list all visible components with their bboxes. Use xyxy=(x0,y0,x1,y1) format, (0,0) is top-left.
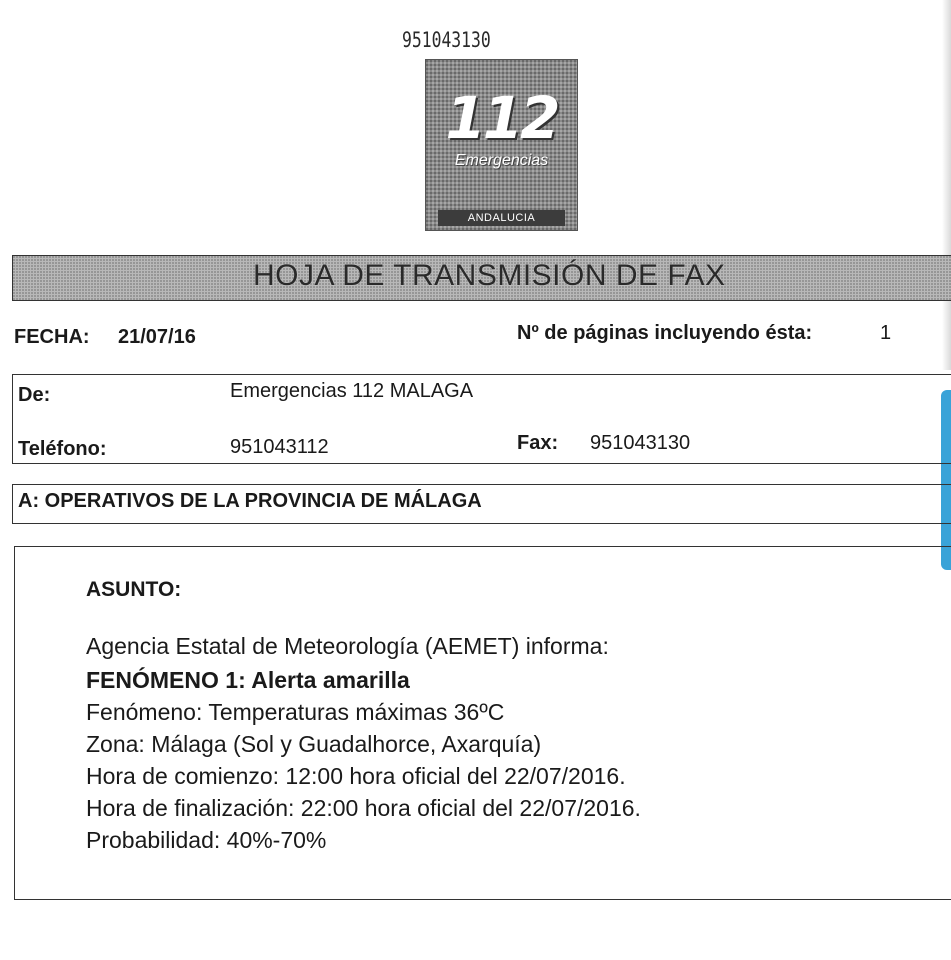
fax-title-bar xyxy=(12,255,951,301)
page-edge-shadow xyxy=(942,0,951,370)
pages-value: 1 xyxy=(880,322,892,344)
message-line: Zona: Málaga (Sol y Guadalhorce, Axarquía) xyxy=(86,731,542,757)
message-line: Probabilidad: 40%-70% xyxy=(86,827,327,853)
message-line: Hora de comienzo: 12:00 hora oficial del 22/07/2016. xyxy=(86,763,626,789)
fax-value: 951043130 xyxy=(590,432,691,454)
header-fax-number: 951043130 xyxy=(402,28,491,52)
phone-value: 951043112 xyxy=(230,436,329,458)
fax-label: Fax: xyxy=(517,432,559,454)
fax-title: HOJA DE TRANSMISIÓN DE FAX xyxy=(253,259,726,292)
message-line: Hora de finalización: 22:00 hora oficial del 22/07/2016. xyxy=(86,795,641,821)
message-line: Fenómeno: Temperaturas máximas 36ºC xyxy=(86,699,505,725)
sender-box xyxy=(12,374,951,464)
recipient-text: A: OPERATIVOS DE LA PROVINCIA DE MÁLAGA xyxy=(18,490,482,512)
logo-subtitle: Emergencias xyxy=(454,152,549,169)
logo-number: 112 xyxy=(445,84,558,152)
message-line: Agencia Estatal de Meteorología (AEMET) informa: xyxy=(86,633,609,659)
message-line-alert: FENÓMENO 1: Alerta amarilla xyxy=(86,667,410,693)
subject-label: ASUNTO: xyxy=(86,578,182,601)
date-value: 21/07/16 xyxy=(118,326,196,348)
emergencias-112-logo xyxy=(425,59,578,231)
phone-label: Teléfono: xyxy=(18,438,107,460)
from-label: De: xyxy=(18,384,51,406)
from-value: Emergencias 112 MALAGA xyxy=(230,380,474,402)
pages-label: Nº de páginas incluyendo ésta: xyxy=(517,322,813,344)
date-label: FECHA: xyxy=(14,326,90,348)
logo-region: ANDALUCIA xyxy=(438,210,565,226)
